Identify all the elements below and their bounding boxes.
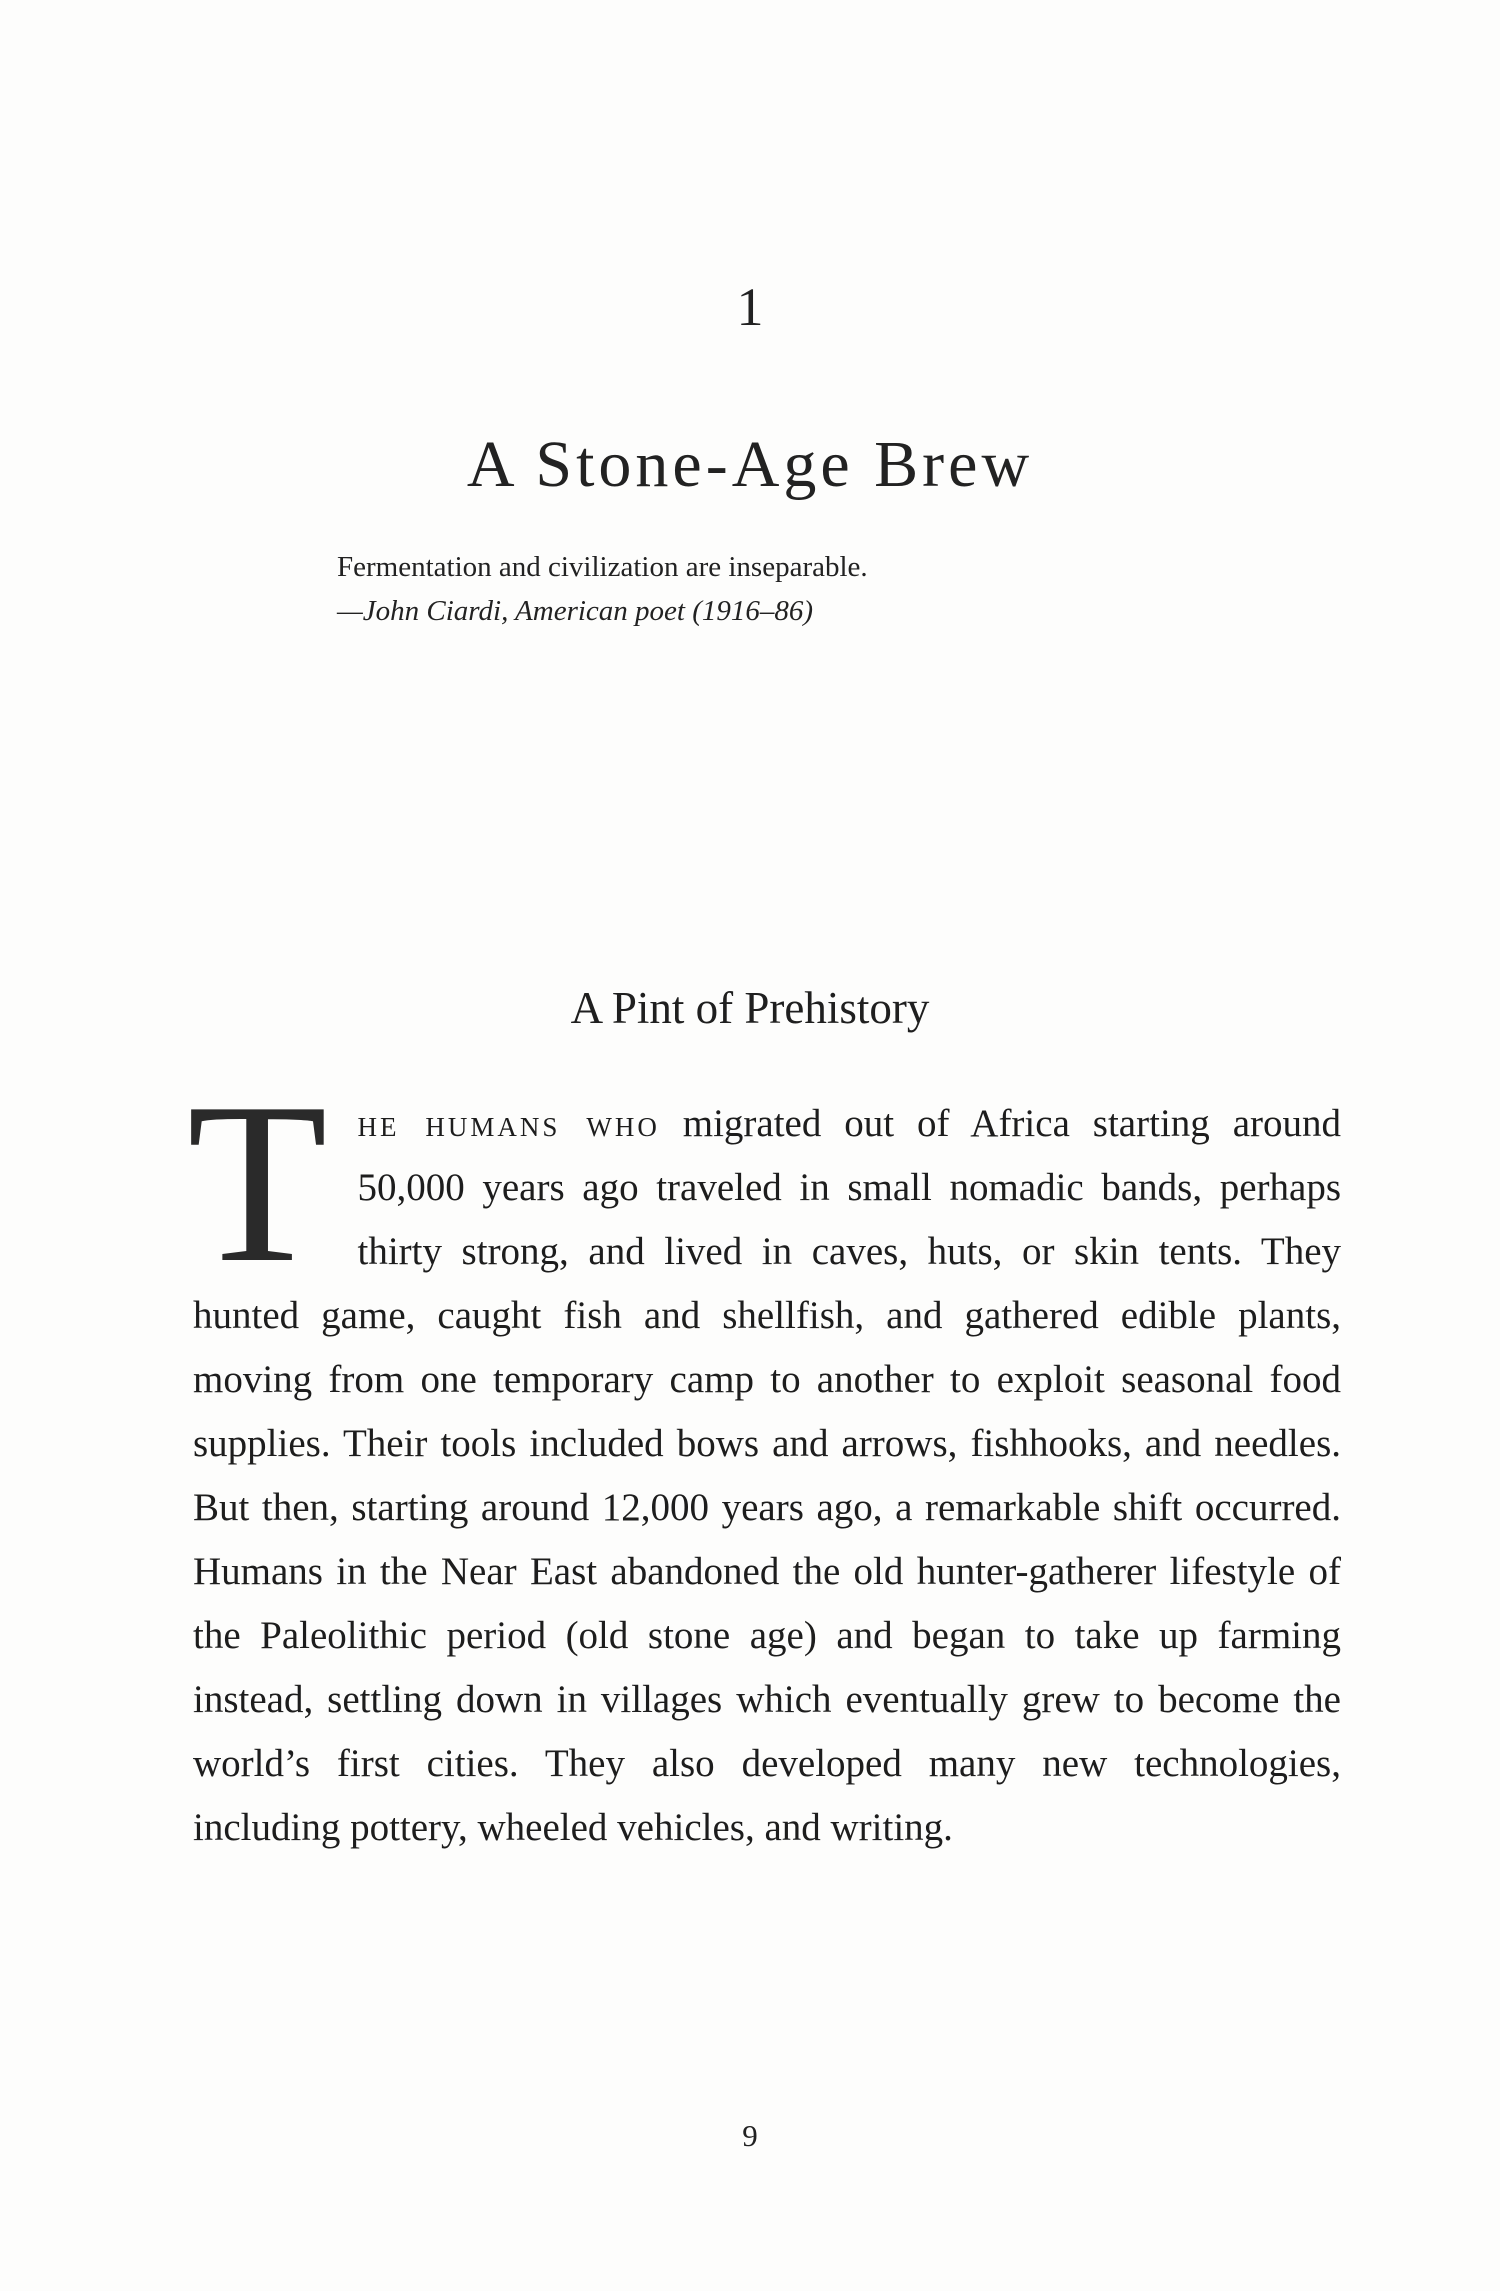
epigraph xyxy=(337,545,1237,633)
page-number: 9 xyxy=(742,2118,758,2153)
chapter-number: 1 xyxy=(736,277,764,337)
body-text: migrated out of Africa starting around 50,000 years ago traveled in small nomadic bands, perhaps thirty strong, and lived in caves, huts, or skin tents. They hunted game, caught fish and shellfish, and gathered edible plants, moving from one temporary camp to another to exploit seasonal food supplies. Their tools included bows and arrows, fishhooks, and needles. But then, starting around 12,000 years ago, a remarkable shift occurred. Humans in the Near East abandoned the old hunter-gatherer lifestyle of the Paleolithic period (old stone age) and began to take up farming instead, settling down in villages which eventually grew to become the world’s first cities. They also developed many new technologies, including pottery, wheeled vehicles, and writing. xyxy=(193,1102,1341,1849)
section-title: A Pint of Prehistory xyxy=(570,983,930,1033)
drop-cap: T xyxy=(187,1055,328,1310)
chapter-title: A Stone-Age Brew xyxy=(466,428,1034,501)
lead-in-smallcaps: he humans who xyxy=(357,1102,660,1145)
epigraph-attribution: —John Ciardi, American poet (1916–86) xyxy=(337,595,814,627)
epigraph-quote: Fermentation and civilization are inseparable. xyxy=(337,551,868,583)
body-paragraph xyxy=(187,1055,1341,1860)
